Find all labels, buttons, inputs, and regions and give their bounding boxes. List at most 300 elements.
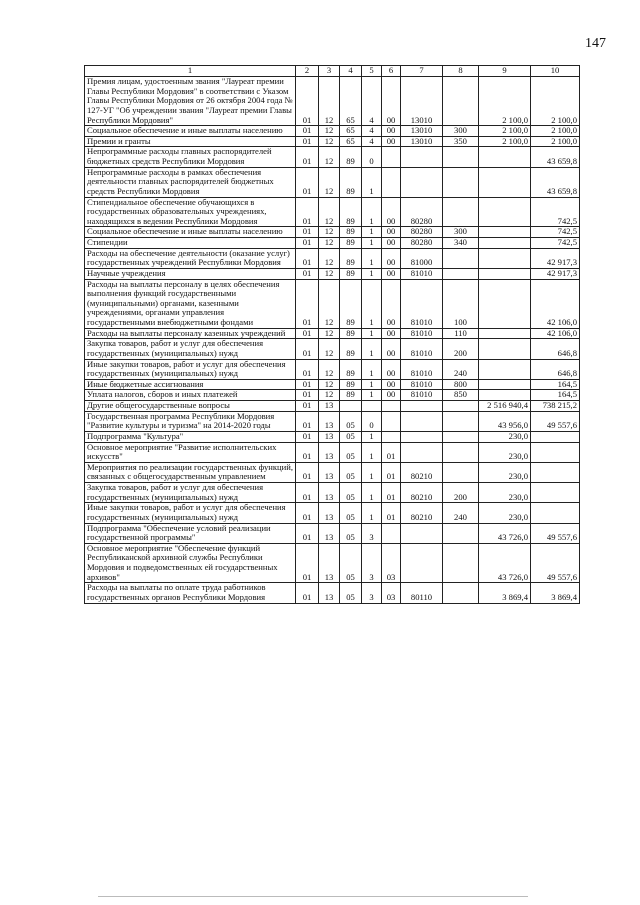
row-value-cell (401, 431, 443, 442)
row-value-cell: 00 (382, 279, 401, 328)
row-value-cell: 00 (382, 238, 401, 249)
row-value-cell (531, 483, 580, 503)
table-row (85, 147, 580, 167)
row-value-cell: 01 (296, 227, 319, 238)
row-value-cell: 89 (340, 248, 362, 268)
row-value-cell: 81010 (401, 268, 443, 279)
row-value-cell (443, 411, 479, 431)
row-name-cell: Иные бюджетные ассигнования (85, 379, 296, 390)
row-value-cell: 12 (319, 77, 340, 126)
row-value-cell: 300 (443, 227, 479, 238)
row-value-cell: 80280 (401, 238, 443, 249)
row-value-cell: 65 (340, 77, 362, 126)
row-value-cell: 2 100,0 (531, 136, 580, 147)
row-value-cell: 4 (362, 77, 382, 126)
row-value-cell: 01 (296, 77, 319, 126)
row-value-cell: 00 (382, 379, 401, 390)
page-bottom-rule (98, 896, 528, 897)
table-row (85, 583, 580, 603)
row-value-cell: 1 (362, 167, 382, 197)
row-value-cell: 43 659,8 (531, 167, 580, 197)
row-value-cell: 00 (382, 248, 401, 268)
row-value-cell: 12 (319, 390, 340, 401)
row-value-cell: 1 (362, 238, 382, 249)
row-value-cell: 80280 (401, 227, 443, 238)
row-value-cell (362, 401, 382, 412)
row-value-cell: 01 (296, 523, 319, 543)
row-value-cell: 2 516 940,4 (479, 401, 531, 412)
row-value-cell: 2 100,0 (479, 77, 531, 126)
row-value-cell: 89 (340, 379, 362, 390)
row-value-cell: 13 (319, 523, 340, 543)
table-row (85, 77, 580, 126)
row-name-cell: Мероприятия по реализации государственных функций, связанных с общегосударственным управлением (85, 462, 296, 482)
row-value-cell: 43 726,0 (479, 543, 531, 583)
row-value-cell: 89 (340, 328, 362, 339)
row-value-cell: 01 (296, 483, 319, 503)
row-value-cell: 01 (296, 390, 319, 401)
row-value-cell: 01 (296, 411, 319, 431)
row-value-cell (479, 197, 531, 227)
row-name-cell: Социальное обеспечение и иные выплаты населению (85, 227, 296, 238)
table-row (85, 339, 580, 359)
table-row (85, 523, 580, 543)
row-value-cell: 42 917,3 (531, 268, 580, 279)
table-row (85, 401, 580, 412)
row-value-cell: 65 (340, 136, 362, 147)
row-value-cell (443, 523, 479, 543)
row-value-cell: 13 (319, 483, 340, 503)
row-value-cell (443, 197, 479, 227)
row-value-cell: 49 557,6 (531, 411, 580, 431)
row-value-cell (479, 248, 531, 268)
row-value-cell: 03 (382, 543, 401, 583)
row-value-cell: 00 (382, 390, 401, 401)
row-value-cell (401, 167, 443, 197)
table-row (85, 359, 580, 379)
table-row (85, 379, 580, 390)
row-value-cell: 42 106,0 (531, 279, 580, 328)
row-value-cell (382, 431, 401, 442)
row-value-cell: 00 (382, 197, 401, 227)
row-name-cell: Иные закупки товаров, работ и услуг для обеспечения государственных (муниципальных) нужд (85, 503, 296, 523)
row-value-cell: 89 (340, 197, 362, 227)
row-value-cell: 80210 (401, 483, 443, 503)
row-value-cell: 1 (362, 462, 382, 482)
row-value-cell (479, 390, 531, 401)
row-value-cell: 646,8 (531, 359, 580, 379)
row-value-cell: 12 (319, 359, 340, 379)
row-value-cell: 89 (340, 359, 362, 379)
row-value-cell: 00 (382, 328, 401, 339)
row-value-cell: 81010 (401, 339, 443, 359)
row-value-cell (443, 431, 479, 442)
row-value-cell: 340 (443, 238, 479, 249)
row-value-cell: 12 (319, 328, 340, 339)
row-value-cell: 742,5 (531, 238, 580, 249)
header-cell: 7 (401, 66, 443, 77)
row-value-cell: 12 (319, 268, 340, 279)
row-value-cell (401, 401, 443, 412)
row-value-cell (531, 442, 580, 462)
row-value-cell: 1 (362, 390, 382, 401)
row-value-cell (479, 359, 531, 379)
row-value-cell: 01 (296, 147, 319, 167)
row-value-cell: 12 (319, 248, 340, 268)
header-cell: 10 (531, 66, 580, 77)
row-value-cell: 3 (362, 523, 382, 543)
row-name-cell: Непрограммные расходы в рамках обеспечения деятельности главных распорядителей бюджетных средств Республики Мордовия (85, 167, 296, 197)
row-value-cell: 01 (296, 442, 319, 462)
row-value-cell: 0 (362, 147, 382, 167)
row-value-cell: 4 (362, 126, 382, 137)
row-name-cell: Стипендии (85, 238, 296, 249)
row-name-cell: Закупка товаров, работ и услуг для обеспечения государственных (муниципальных) нужд (85, 483, 296, 503)
page-number: 147 (585, 36, 606, 51)
row-name-cell: Расходы на выплаты по оплате труда работников государственных органов Республики Мордовия (85, 583, 296, 603)
row-value-cell: 13 (319, 411, 340, 431)
row-value-cell: 01 (296, 503, 319, 523)
header-row (85, 66, 580, 77)
row-value-cell: 12 (319, 238, 340, 249)
row-value-cell: 89 (340, 147, 362, 167)
row-value-cell: 05 (340, 483, 362, 503)
row-value-cell: 05 (340, 462, 362, 482)
table-row (85, 503, 580, 523)
table-row (85, 167, 580, 197)
row-value-cell: 01 (296, 339, 319, 359)
row-value-cell: 13010 (401, 77, 443, 126)
row-value-cell: 164,5 (531, 390, 580, 401)
table-row (85, 462, 580, 482)
table-row (85, 197, 580, 227)
row-value-cell: 01 (296, 268, 319, 279)
row-value-cell (401, 147, 443, 167)
table-row (85, 126, 580, 137)
row-name-cell: Подпрограмма "Культура" (85, 431, 296, 442)
row-value-cell: 1 (362, 279, 382, 328)
row-value-cell: 89 (340, 268, 362, 279)
row-name-cell: Основное мероприятие "Обеспечение функций Республиканской архивной службы Республики Мордовия и подведомственных ей государственных архивов" (85, 543, 296, 583)
row-value-cell (382, 147, 401, 167)
row-value-cell: 1 (362, 431, 382, 442)
row-value-cell: 42 106,0 (531, 328, 580, 339)
row-value-cell: 1 (362, 359, 382, 379)
row-value-cell (531, 431, 580, 442)
row-value-cell: 12 (319, 147, 340, 167)
row-value-cell: 800 (443, 379, 479, 390)
row-value-cell: 3 (362, 543, 382, 583)
row-value-cell: 200 (443, 339, 479, 359)
row-value-cell: 13 (319, 431, 340, 442)
row-value-cell: 05 (340, 523, 362, 543)
row-value-cell: 81010 (401, 328, 443, 339)
row-value-cell: 00 (382, 227, 401, 238)
row-value-cell: 00 (382, 126, 401, 137)
row-value-cell: 1 (362, 483, 382, 503)
row-value-cell: 1 (362, 339, 382, 359)
row-value-cell: 05 (340, 503, 362, 523)
row-value-cell: 350 (443, 136, 479, 147)
row-value-cell: 81010 (401, 390, 443, 401)
row-value-cell: 00 (382, 268, 401, 279)
row-value-cell (443, 147, 479, 167)
row-value-cell (479, 238, 531, 249)
row-value-cell: 89 (340, 238, 362, 249)
row-value-cell: 13010 (401, 126, 443, 137)
row-name-cell: Уплата налогов, сборов и иных платежей (85, 390, 296, 401)
row-value-cell: 43 956,0 (479, 411, 531, 431)
table-row (85, 248, 580, 268)
row-value-cell: 12 (319, 167, 340, 197)
row-name-cell: Иные закупки товаров, работ и услуг для обеспечения государственных (муниципальных) нужд (85, 359, 296, 379)
row-value-cell: 240 (443, 503, 479, 523)
row-value-cell: 89 (340, 227, 362, 238)
row-value-cell: 100 (443, 279, 479, 328)
row-value-cell: 49 557,6 (531, 523, 580, 543)
row-value-cell: 89 (340, 279, 362, 328)
table-row (85, 442, 580, 462)
row-value-cell: 01 (382, 503, 401, 523)
row-value-cell: 110 (443, 328, 479, 339)
row-value-cell (443, 248, 479, 268)
row-value-cell (382, 411, 401, 431)
row-value-cell: 01 (296, 328, 319, 339)
row-value-cell: 01 (296, 238, 319, 249)
row-value-cell: 13 (319, 401, 340, 412)
row-value-cell: 12 (319, 136, 340, 147)
row-value-cell: 01 (296, 136, 319, 147)
row-value-cell (382, 523, 401, 543)
row-value-cell: 43 726,0 (479, 523, 531, 543)
row-value-cell: 2 100,0 (479, 126, 531, 137)
row-value-cell: 3 869,4 (531, 583, 580, 603)
header-cell: 8 (443, 66, 479, 77)
row-value-cell: 230,0 (479, 431, 531, 442)
row-name-cell: Премии и гранты (85, 136, 296, 147)
row-value-cell (479, 379, 531, 390)
row-value-cell: 81010 (401, 379, 443, 390)
row-name-cell: Закупка товаров, работ и услуг для обеспечения государственных (муниципальных) нужд (85, 339, 296, 359)
row-value-cell: 01 (296, 167, 319, 197)
row-value-cell (479, 339, 531, 359)
row-value-cell: 13 (319, 503, 340, 523)
row-value-cell (443, 583, 479, 603)
row-value-cell: 89 (340, 339, 362, 359)
row-value-cell: 01 (296, 431, 319, 442)
row-value-cell: 1 (362, 268, 382, 279)
row-value-cell (401, 442, 443, 462)
row-value-cell (443, 268, 479, 279)
row-name-cell: Непрограммные расходы главных распорядителей бюджетных средств Республики Мордовия (85, 147, 296, 167)
row-value-cell: 05 (340, 431, 362, 442)
row-value-cell: 850 (443, 390, 479, 401)
budget-table (84, 65, 580, 604)
row-value-cell: 43 659,8 (531, 147, 580, 167)
row-name-cell: Научные учреждения (85, 268, 296, 279)
row-value-cell (401, 523, 443, 543)
row-value-cell: 01 (296, 401, 319, 412)
table-row (85, 483, 580, 503)
row-name-cell: Подпрограмма "Обеспечение условий реализации государственной программы" (85, 523, 296, 543)
row-value-cell: 01 (296, 583, 319, 603)
row-value-cell (382, 167, 401, 197)
row-name-cell: Основное мероприятие "Развитие исполнительских искусств" (85, 442, 296, 462)
row-value-cell: 42 917,3 (531, 248, 580, 268)
row-name-cell: Государственная программа Республики Мордовия "Развитие культуры и туризма" на 2014-2020 годы (85, 411, 296, 431)
row-value-cell: 49 557,6 (531, 543, 580, 583)
row-value-cell: 05 (340, 411, 362, 431)
row-value-cell: 13 (319, 462, 340, 482)
row-value-cell: 01 (296, 279, 319, 328)
row-value-cell: 164,5 (531, 379, 580, 390)
row-value-cell: 12 (319, 379, 340, 390)
row-name-cell: Премия лицам, удостоенным звания "Лауреат премии Главы Республики Мордовия" в соответствии с Указом Главы Республики Мордовия от 26 октября 2004 года № 127-УГ "Об учреждении звания "Лауреат премии Главы Республики Мордовия" (85, 77, 296, 126)
header-cell: 1 (85, 66, 296, 77)
row-value-cell: 65 (340, 126, 362, 137)
row-value-cell (443, 442, 479, 462)
row-value-cell: 1 (362, 503, 382, 523)
table-row (85, 268, 580, 279)
row-value-cell: 738 215,2 (531, 401, 580, 412)
row-name-cell: Стипендиальное обеспечение обучающихся в государственных образовательных учреждениях, находящихся в ведении Республики Мордовия (85, 197, 296, 227)
row-value-cell (479, 279, 531, 328)
row-value-cell: 12 (319, 279, 340, 328)
row-value-cell: 12 (319, 227, 340, 238)
row-value-cell: 05 (340, 442, 362, 462)
header-cell: 3 (319, 66, 340, 77)
row-value-cell (443, 543, 479, 583)
row-value-cell: 01 (296, 543, 319, 583)
row-value-cell: 80110 (401, 583, 443, 603)
row-value-cell: 0 (362, 411, 382, 431)
row-value-cell: 4 (362, 136, 382, 147)
header-cell: 4 (340, 66, 362, 77)
row-value-cell: 80280 (401, 197, 443, 227)
row-value-cell: 240 (443, 359, 479, 379)
row-value-cell: 01 (382, 483, 401, 503)
table-row (85, 411, 580, 431)
row-value-cell: 1 (362, 379, 382, 390)
table-row (85, 136, 580, 147)
row-value-cell (443, 401, 479, 412)
row-value-cell (382, 401, 401, 412)
table-row (85, 328, 580, 339)
header-cell: 2 (296, 66, 319, 77)
row-value-cell: 01 (296, 248, 319, 268)
row-value-cell: 00 (382, 339, 401, 359)
row-name-cell: Социальное обеспечение и иные выплаты населению (85, 126, 296, 137)
row-value-cell: 00 (382, 136, 401, 147)
row-value-cell (401, 543, 443, 583)
row-value-cell: 80210 (401, 503, 443, 523)
row-name-cell: Расходы на обеспечение деятельности (оказание услуг) государственных учреждений Республики Мордовия (85, 248, 296, 268)
header-cell: 5 (362, 66, 382, 77)
row-value-cell: 2 100,0 (531, 77, 580, 126)
table-row (85, 431, 580, 442)
row-value-cell (479, 268, 531, 279)
row-value-cell (531, 462, 580, 482)
row-value-cell: 3 (362, 583, 382, 603)
row-value-cell: 01 (296, 126, 319, 137)
row-value-cell: 742,5 (531, 197, 580, 227)
row-value-cell: 2 100,0 (531, 126, 580, 137)
row-value-cell: 01 (296, 379, 319, 390)
row-value-cell (340, 401, 362, 412)
row-value-cell: 742,5 (531, 227, 580, 238)
row-value-cell (479, 147, 531, 167)
row-value-cell: 05 (340, 583, 362, 603)
row-value-cell (479, 227, 531, 238)
table-row (85, 543, 580, 583)
row-value-cell: 1 (362, 248, 382, 268)
row-value-cell (479, 328, 531, 339)
row-value-cell: 81010 (401, 359, 443, 379)
row-value-cell: 03 (382, 583, 401, 603)
row-value-cell: 80210 (401, 462, 443, 482)
row-value-cell: 89 (340, 390, 362, 401)
row-value-cell: 00 (382, 359, 401, 379)
row-value-cell: 1 (362, 227, 382, 238)
table-row (85, 227, 580, 238)
row-value-cell: 1 (362, 197, 382, 227)
row-value-cell: 01 (382, 462, 401, 482)
header-cell: 6 (382, 66, 401, 77)
row-value-cell: 13 (319, 543, 340, 583)
row-value-cell: 230,0 (479, 503, 531, 523)
row-value-cell (479, 167, 531, 197)
row-value-cell: 12 (319, 126, 340, 137)
row-value-cell (443, 77, 479, 126)
row-value-cell: 200 (443, 483, 479, 503)
row-value-cell: 3 869,4 (479, 583, 531, 603)
row-value-cell: 13010 (401, 136, 443, 147)
row-value-cell: 01 (296, 462, 319, 482)
row-value-cell: 12 (319, 197, 340, 227)
row-value-cell: 1 (362, 328, 382, 339)
table-body (85, 77, 580, 604)
row-value-cell: 1 (362, 442, 382, 462)
table-row (85, 390, 580, 401)
row-value-cell: 01 (382, 442, 401, 462)
row-value-cell: 300 (443, 126, 479, 137)
row-value-cell: 646,8 (531, 339, 580, 359)
row-name-cell: Другие общегосударственные вопросы (85, 401, 296, 412)
row-value-cell: 81000 (401, 248, 443, 268)
row-value-cell (443, 167, 479, 197)
row-name-cell: Расходы на выплаты персоналу в целях обеспечения выполнения функций государственными (муниципальными) органами, казенными учреждениями, органами управления государственными внебюджетными фондами (85, 279, 296, 328)
row-value-cell: 230,0 (479, 462, 531, 482)
row-value-cell (531, 503, 580, 523)
row-value-cell: 2 100,0 (479, 136, 531, 147)
row-value-cell: 01 (296, 197, 319, 227)
table-row (85, 238, 580, 249)
row-value-cell: 01 (296, 359, 319, 379)
row-name-cell: Расходы на выплаты персоналу казенных учреждений (85, 328, 296, 339)
row-value-cell: 230,0 (479, 442, 531, 462)
row-value-cell: 12 (319, 339, 340, 359)
row-value-cell (401, 411, 443, 431)
row-value-cell: 13 (319, 583, 340, 603)
row-value-cell: 13 (319, 442, 340, 462)
row-value-cell: 230,0 (479, 483, 531, 503)
table-row (85, 279, 580, 328)
row-value-cell: 89 (340, 167, 362, 197)
row-value-cell: 00 (382, 77, 401, 126)
header-cell: 9 (479, 66, 531, 77)
row-value-cell (443, 462, 479, 482)
row-value-cell: 81010 (401, 279, 443, 328)
